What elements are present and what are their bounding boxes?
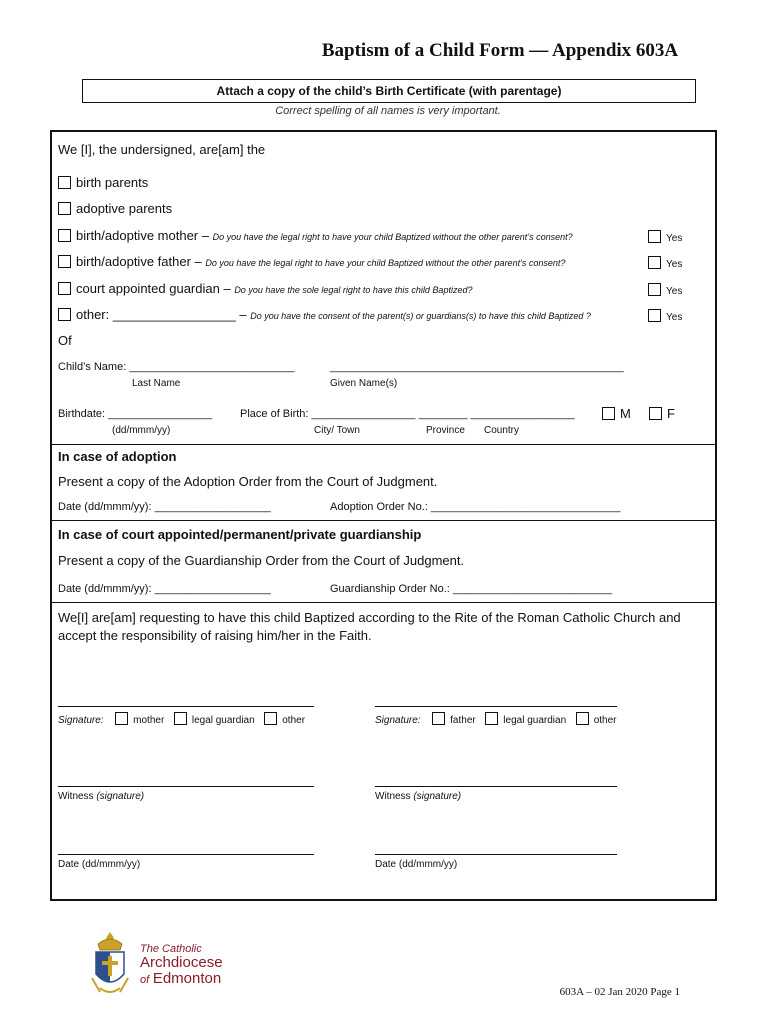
guardianship-date-field[interactable]: Date (dd/mmm/yy): ___________________ <box>58 583 271 595</box>
city-caption: City/ Town <box>314 425 360 436</box>
signature-label: Signature: <box>375 715 421 726</box>
adoption-order-field[interactable]: Adoption Order No.: _______________________________ <box>330 501 621 513</box>
birthdate-caption: (dd/mmm/yy) <box>112 425 171 436</box>
divider <box>52 520 715 521</box>
witness-line-left[interactable] <box>58 786 314 787</box>
yes-label: Yes <box>666 312 683 323</box>
date-label-left: Date (dd/mmm/yy) <box>58 859 141 870</box>
province-caption: Province <box>426 425 465 436</box>
option-birth-parents[interactable] <box>58 175 148 190</box>
option-label: birth/adoptive father – <box>76 254 202 269</box>
sex-male[interactable] <box>602 406 631 421</box>
consent-question: Do you have the legal right to have your child Baptized without the other parent’s consent? <box>212 232 573 242</box>
option-legal-guardian: legal guardian <box>191 715 255 726</box>
female-label: F <box>667 406 675 421</box>
checkbox[interactable] <box>576 712 589 725</box>
witness-signature-hint: (signature) <box>96 791 145 802</box>
consent-question: Do you have the consent of the parent(s) or guardians(s) to have this child Baptized ? <box>250 311 591 321</box>
logo-line-1: The Catholic <box>140 943 202 955</box>
signature-line-left[interactable] <box>58 706 314 707</box>
option-other: other <box>593 715 617 726</box>
option-legal-guardian: legal guardian <box>503 715 567 726</box>
witness-signature-hint: (signature) <box>413 791 462 802</box>
signature-line-right[interactable] <box>375 706 617 707</box>
guardianship-text: Present a copy of the Guardianship Order from the Court of Judgment. <box>58 553 465 568</box>
female-checkbox[interactable] <box>649 407 662 420</box>
given-name-field[interactable]: ________________________________________________ <box>330 361 624 373</box>
yes-label: Yes <box>666 286 683 297</box>
date-line-left[interactable] <box>58 854 314 855</box>
signature-options-right <box>375 712 616 726</box>
consent-question: Do you have the legal right to have your child Baptized without the other parent’s consent? <box>205 258 566 268</box>
option-guardian[interactable] <box>58 281 472 296</box>
spelling-note: Correct spelling of all names is very important. <box>275 105 501 117</box>
witness-line-right[interactable] <box>375 786 617 787</box>
yes-guardian[interactable] <box>648 283 682 297</box>
signature-options-left <box>58 712 305 726</box>
divider <box>52 602 715 603</box>
male-checkbox[interactable] <box>602 407 615 420</box>
place-of-birth-field[interactable]: Place of Birth: _________________ ________ _________________ <box>240 408 575 420</box>
checkbox[interactable] <box>115 712 128 725</box>
option-mother[interactable] <box>58 228 573 243</box>
option-label: court appointed guardian – <box>76 281 231 296</box>
yes-checkbox[interactable] <box>648 283 661 296</box>
checkbox[interactable] <box>58 202 71 215</box>
yes-checkbox[interactable] <box>648 230 661 243</box>
page-footer: 603A – 02 Jan 2020 Page 1 <box>559 986 680 998</box>
yes-checkbox[interactable] <box>648 309 661 322</box>
checkbox[interactable] <box>485 712 498 725</box>
adoption-date-field[interactable]: Date (dd/mmm/yy): ___________________ <box>58 501 271 513</box>
attach-notice: Attach a copy of the child’s Birth Certificate (with parentage) <box>216 84 562 98</box>
witness-label: Witness <box>58 791 94 802</box>
logo-of: of <box>140 974 150 986</box>
intro-text: We [I], the undersigned, are[am] the <box>58 142 266 157</box>
declaration-text: We[I] are[am] requesting to have this child Baptized according to the Rite of the Roman Catholic Church and accept the responsibility of raising him/her in the Faith. <box>58 610 681 643</box>
logo-line-3 <box>140 970 221 987</box>
yes-label: Yes <box>666 233 683 244</box>
yes-checkbox[interactable] <box>648 256 661 269</box>
option-father: father <box>450 715 476 726</box>
attach-notice-box <box>82 79 696 103</box>
checkbox[interactable] <box>58 282 71 295</box>
form-frame <box>50 130 717 901</box>
option-label: birth/adoptive mother – <box>76 228 209 243</box>
yes-other[interactable] <box>648 309 682 323</box>
adoption-heading: In case of adoption <box>58 449 177 464</box>
option-label: other: _________________ – <box>76 307 247 322</box>
option-label: birth parents <box>76 175 149 190</box>
consent-question: Do you have the sole legal right to have this child Baptized? <box>234 285 473 295</box>
date-label-right: Date (dd/mmm/yy) <box>375 859 458 870</box>
checkbox[interactable] <box>58 308 71 321</box>
checkbox[interactable] <box>264 712 277 725</box>
option-father[interactable] <box>58 254 565 269</box>
option-other[interactable] <box>58 307 591 322</box>
country-caption: Country <box>484 425 520 436</box>
yes-mother[interactable] <box>648 230 682 244</box>
option-other: other <box>282 715 306 726</box>
date-line-right[interactable] <box>375 854 617 855</box>
of-label: Of <box>58 333 72 348</box>
male-label: M <box>620 406 631 421</box>
checkbox[interactable] <box>174 712 187 725</box>
witness-label-left <box>58 791 144 802</box>
yes-label: Yes <box>666 259 683 270</box>
divider <box>52 444 715 445</box>
option-mother: mother <box>133 715 165 726</box>
option-label: adoptive parents <box>76 201 173 216</box>
logo-line-2: Archdiocese <box>140 954 223 971</box>
witness-label-right <box>375 791 461 802</box>
logo-edmonton: Edmonton <box>152 970 222 987</box>
archdiocese-crest-icon <box>86 930 134 998</box>
checkbox[interactable] <box>432 712 445 725</box>
last-name-caption: Last Name <box>132 378 181 389</box>
yes-father[interactable] <box>648 256 682 270</box>
guardianship-heading: In case of court appointed/permanent/private guardianship <box>58 527 422 542</box>
birthdate-field[interactable]: Birthdate: _________________ <box>58 408 213 420</box>
sex-female[interactable] <box>649 406 675 421</box>
witness-label: Witness <box>375 791 411 802</box>
adoption-text: Present a copy of the Adoption Order from the Court of Judgment. <box>58 474 438 489</box>
guardianship-order-field[interactable]: Guardianship Order No.: __________________________ <box>330 583 612 595</box>
option-adoptive-parents[interactable] <box>58 201 172 216</box>
checkbox[interactable] <box>58 255 71 268</box>
checkbox[interactable] <box>58 176 71 189</box>
signature-label: Signature: <box>58 715 104 726</box>
checkbox[interactable] <box>58 229 71 242</box>
form-title: Baptism of a Child Form — Appendix 603A <box>321 40 679 61</box>
given-name-caption: Given Name(s) <box>330 378 398 389</box>
child-name-field[interactable]: Child’s Name: ___________________________ <box>58 361 295 373</box>
